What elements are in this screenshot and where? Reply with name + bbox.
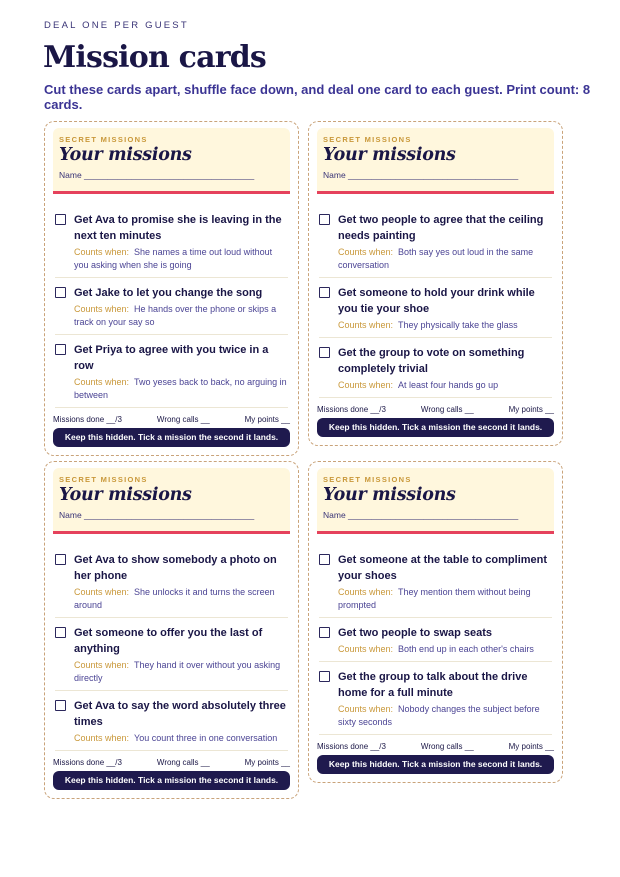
name-field[interactable]: Name ____________________________________ xyxy=(323,510,519,520)
counts-label: Counts when: xyxy=(338,247,394,257)
counts-label: Counts when: xyxy=(74,247,130,257)
mission-list xyxy=(53,194,290,408)
mission-item xyxy=(55,335,288,408)
mission-checkbox[interactable] xyxy=(319,287,330,298)
mission-checkbox[interactable] xyxy=(55,700,66,711)
counts-label: Counts when: xyxy=(74,377,130,387)
mission-card xyxy=(308,121,563,446)
mission-item xyxy=(55,618,288,691)
hidden-banner: Keep this hidden. Tick a mission the second it lands. xyxy=(317,418,554,437)
mission-text: Get someone to hold your drink while you tie your shoe xyxy=(338,287,535,315)
mission-item xyxy=(55,534,288,618)
card-title: Your missions xyxy=(59,485,192,505)
counts-label: Counts when: xyxy=(338,704,394,714)
mission-checkbox[interactable] xyxy=(55,214,66,225)
missions-done[interactable]: Missions done __/3 xyxy=(53,415,122,424)
missions-done[interactable]: Missions done __/3 xyxy=(53,758,122,767)
score-row xyxy=(317,735,554,755)
card-header xyxy=(53,468,290,534)
mission-text: Get Jake to let you change the song xyxy=(74,287,263,299)
my-points[interactable]: My points __ xyxy=(244,415,290,424)
mission-checkbox[interactable] xyxy=(319,554,330,565)
counts-text: Both say yes out loud in the same conversation xyxy=(338,247,534,270)
mission-checkbox[interactable] xyxy=(55,627,66,638)
counts-text: They physically take the glass xyxy=(398,320,518,330)
mission-item xyxy=(319,278,552,338)
mission-item xyxy=(319,618,552,662)
mission-counts xyxy=(338,703,552,729)
mission-item xyxy=(319,338,552,398)
mission-checkbox[interactable] xyxy=(319,347,330,358)
mission-checkbox[interactable] xyxy=(319,214,330,225)
counts-text: She names a time out loud without you asking when she is going xyxy=(74,247,273,270)
my-points[interactable]: My points __ xyxy=(244,758,290,767)
wrong-calls[interactable]: Wrong calls __ xyxy=(156,415,210,424)
card-eyebrow: SECRET MISSIONS xyxy=(323,475,412,484)
mission-item xyxy=(319,534,552,618)
mission-list xyxy=(317,194,554,398)
card-eyebrow: SECRET MISSIONS xyxy=(59,475,148,484)
wrong-calls[interactable]: Wrong calls __ xyxy=(420,405,474,414)
card-title: Your missions xyxy=(59,145,192,165)
mission-counts xyxy=(338,246,552,272)
mission-item xyxy=(55,691,288,751)
name-field[interactable]: Name ____________________________________ xyxy=(323,170,519,180)
mission-text: Get two people to swap seats xyxy=(338,627,493,639)
mission-counts xyxy=(338,379,552,392)
wrong-calls[interactable]: Wrong calls __ xyxy=(156,758,210,767)
counts-text: You count three in one conversation xyxy=(134,733,278,743)
counts-label: Counts when: xyxy=(338,587,394,597)
mission-counts xyxy=(74,586,288,612)
mission-item xyxy=(55,194,288,278)
mission-text: Get two people to agree that the ceiling needs painting xyxy=(338,214,544,242)
hidden-banner: Keep this hidden. Tick a mission the second it lands. xyxy=(53,428,290,447)
card-eyebrow: SECRET MISSIONS xyxy=(323,135,412,144)
card-header xyxy=(53,128,290,194)
mission-list xyxy=(317,534,554,735)
name-field[interactable]: Name ____________________________________ xyxy=(59,510,255,520)
mission-counts xyxy=(338,643,552,656)
mission-text: Get Ava to show somebody a photo on her phone xyxy=(74,554,277,582)
page-title: Mission cards xyxy=(43,40,267,75)
card-eyebrow: SECRET MISSIONS xyxy=(59,135,148,144)
mission-item xyxy=(319,662,552,735)
counts-text: He hands over the phone or skips a track on your say so xyxy=(74,304,277,327)
card-title: Your missions xyxy=(323,145,456,165)
missions-done[interactable]: Missions done __/3 xyxy=(317,742,386,751)
hidden-banner: Keep this hidden. Tick a mission the second it lands. xyxy=(53,771,290,790)
my-points[interactable]: My points __ xyxy=(508,742,554,751)
mission-counts xyxy=(338,319,552,332)
mission-list xyxy=(53,534,290,751)
mission-checkbox[interactable] xyxy=(319,627,330,638)
hidden-banner: Keep this hidden. Tick a mission the second it lands. xyxy=(317,755,554,774)
score-row xyxy=(53,408,290,428)
my-points[interactable]: My points __ xyxy=(508,405,554,414)
mission-text: Get the group to talk about the drive home for a full minute xyxy=(338,671,528,699)
mission-text: Get someone to offer you the last of anything xyxy=(74,627,263,655)
page-subtitle: Cut these cards apart, shuffle face down, and deal one card to each guest. Print count: 8 cards. xyxy=(44,82,591,112)
mission-counts xyxy=(338,586,552,612)
name-field[interactable]: Name ____________________________________ xyxy=(59,170,255,180)
mission-checkbox[interactable] xyxy=(55,344,66,355)
mission-card xyxy=(44,121,299,456)
mission-counts xyxy=(74,659,288,685)
mission-card xyxy=(308,461,563,783)
mission-checkbox[interactable] xyxy=(55,287,66,298)
card-header xyxy=(317,128,554,194)
counts-text: They hand it over without you asking directly xyxy=(74,660,281,683)
missions-done[interactable]: Missions done __/3 xyxy=(317,405,386,414)
counts-text: At least four hands go up xyxy=(398,380,499,390)
counts-label: Counts when: xyxy=(338,380,394,390)
counts-label: Counts when: xyxy=(74,304,130,314)
page-eyebrow: DEAL ONE PER GUEST xyxy=(44,20,189,31)
score-row xyxy=(53,751,290,771)
counts-text: Two yeses back to back, no arguing in between xyxy=(74,377,287,400)
counts-label: Counts when: xyxy=(338,320,394,330)
mission-checkbox[interactable] xyxy=(55,554,66,565)
wrong-calls[interactable]: Wrong calls __ xyxy=(420,742,474,751)
counts-label: Counts when: xyxy=(74,660,130,670)
counts-text: They mention them without being prompted xyxy=(338,587,531,610)
mission-item xyxy=(55,278,288,335)
counts-text: Nobody changes the subject before sixty seconds xyxy=(338,704,540,727)
counts-text: She unlocks it and turns the screen around xyxy=(74,587,275,610)
card-title: Your missions xyxy=(323,485,456,505)
mission-item xyxy=(319,194,552,278)
card-header xyxy=(317,468,554,534)
mission-text: Get the group to vote on something completely trivial xyxy=(338,347,525,375)
mission-card xyxy=(44,461,299,799)
counts-label: Counts when: xyxy=(338,644,394,654)
mission-text: Get someone at the table to compliment your shoes xyxy=(338,554,548,582)
counts-label: Counts when: xyxy=(74,733,130,743)
mission-counts xyxy=(74,732,288,745)
mission-checkbox[interactable] xyxy=(319,671,330,682)
counts-label: Counts when: xyxy=(74,587,130,597)
mission-text: Get Priya to agree with you twice in a row xyxy=(74,344,269,372)
mission-counts xyxy=(74,303,288,329)
mission-counts xyxy=(74,246,288,272)
mission-text: Get Ava to say the word absolutely three times xyxy=(74,700,286,728)
mission-text: Get Ava to promise she is leaving in the next ten minutes xyxy=(74,214,282,242)
mission-counts xyxy=(74,376,288,402)
counts-text: Both end up in each other's chairs xyxy=(398,644,534,654)
score-row xyxy=(317,398,554,418)
